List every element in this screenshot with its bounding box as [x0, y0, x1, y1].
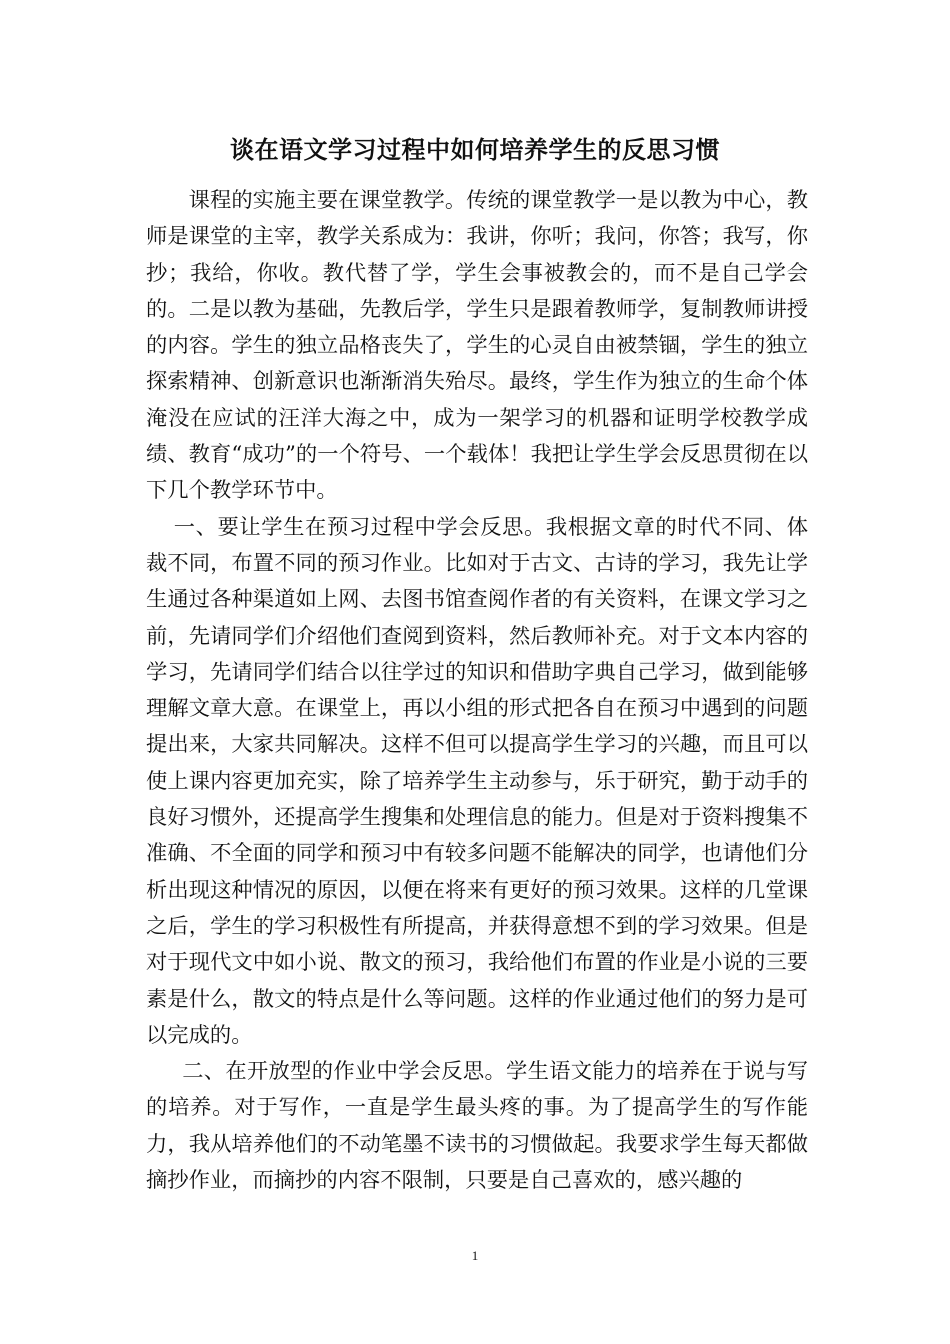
paragraph-intro: 课程的实施主要在课堂教学。传统的课堂教学一是以教为中心，教师是课堂的主宰，教学关系成为：我讲，你听；我问，你答；我写，你抄；我给，你收。教代替了学，学生会事被教会的，而不是自己学会的。二是以教为基础，先教后学，学生只是跟着教师学，复制教师讲授的内容。学生的独立品格丧失了，学生的心灵自由被禁锢，学生的独立探索精神、创新意识也渐渐消失殆尽。最终，学生作为独立的生命个体淹没在应试的汪洋大海之中，成为一架学习的机器和证明学校教学成绩、教育“成功”的一个符号、一个载体！我把让学生学会反思贯彻在以下几个教学环节中。: [146, 188, 808, 504]
document-body: [146, 183, 808, 1199]
paragraph-section-two: 二、在开放型的作业中学会反思。学生语文能力的培养在于说与写的培养。对于写作，一直是学生最头疼的事。为了提高学生的写作能力，我从培养他们的不动笔墨不读书的习惯做起。我要求学生每天都做摘抄作业，而摘抄的内容不限制，只要是自己喜欢的，感兴趣的: [146, 1059, 808, 1194]
page-number: 1: [471, 1248, 479, 1263]
document-title: 谈在语文学习过程中如何培养学生的反思习惯: [230, 135, 720, 164]
paragraph-section-one: 一、要让学生在预习过程中学会反思。我根据文章的时代不同、体裁不同，布置不同的预习作业。比如对于古文、古诗的学习，我先让学生通过各种渠道如上网、去图书馆查阅作者的有关资料，在课文学习之前，先请同学们介绍他们查阅到资料，然后教师补充。对于文本内容的学习，先请同学们结合以往学过的知识和借助字典自己学习，做到能够理解文章大意。在课堂上，再以小组的形式把各自在预习中遇到的问题提出来，大家共同解决。这样不但可以提高学生学习的兴趣，而且可以使上课内容更加充实，除了培养学生主动参与，乐于研究，勤于动手的良好习惯外，还提高学生搜集和处理信息的能力。但是对于资料搜集不准确、不全面的同学和预习中有较多问题不能解决的同学，也请他们分析出现这种情况的原因，以便在将来有更好的预习效果。这样的几堂课之后，学生的学习积极性有所提高，并获得意想不到的学习效果。但是对于现代文中如小说、散文的预习，我给他们布置的作业是小说的三要素是什么，散文的特点是什么等问题。这样的作业通过他们的努力是可以完成的。: [146, 514, 808, 1048]
